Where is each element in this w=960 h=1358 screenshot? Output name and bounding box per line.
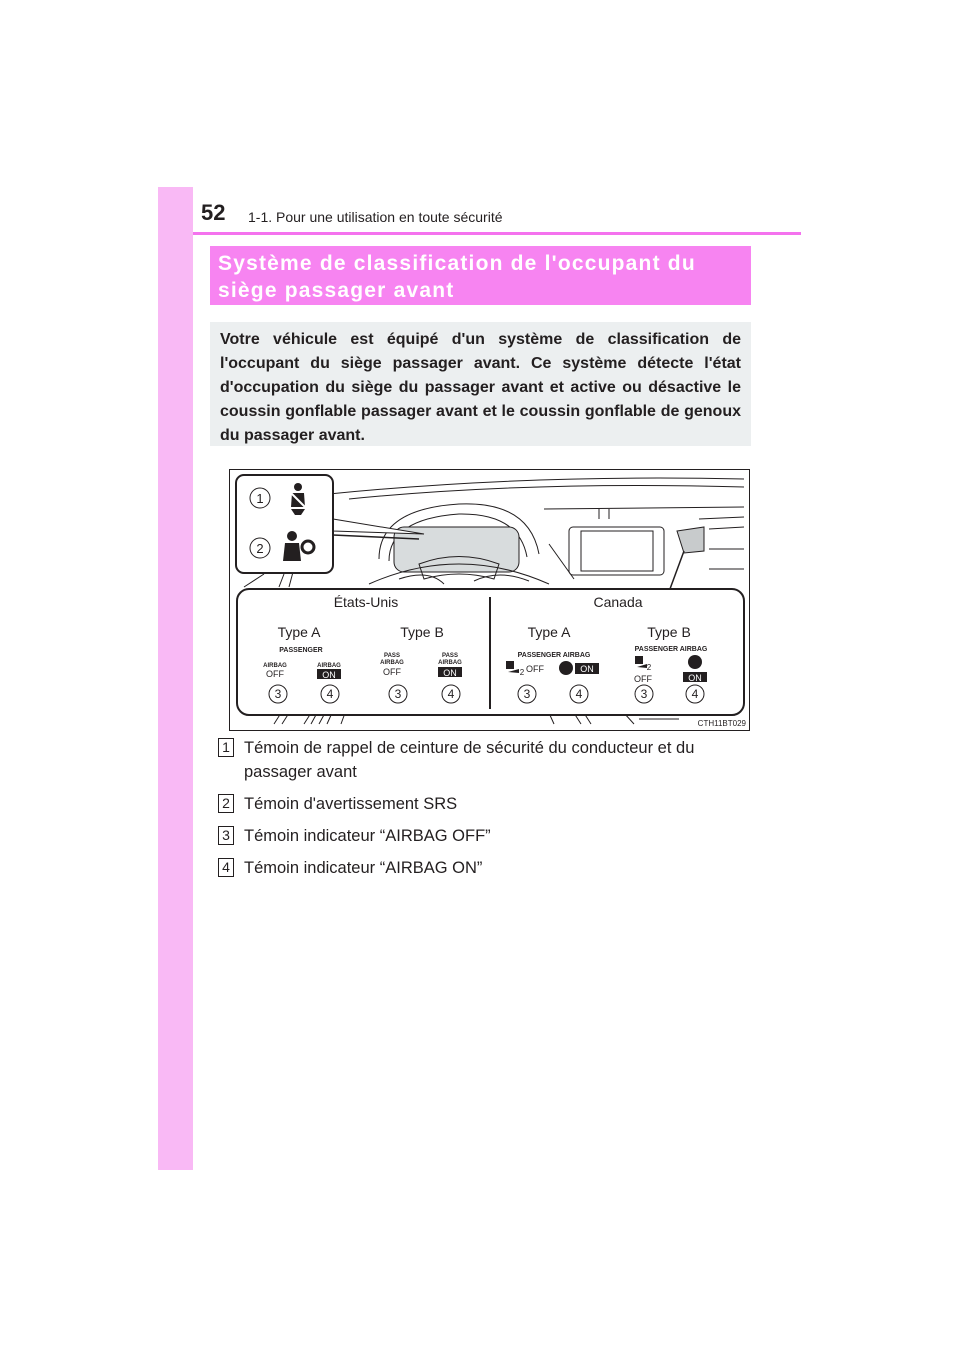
us-type-a-label: Type A (277, 624, 321, 640)
marker-3-ca-a-text: 3 (523, 687, 531, 701)
ca-a-airbag-on-symbol-icon (559, 661, 573, 675)
us-b-on-pass-text: PASS (442, 653, 458, 659)
us-b-on-text: ON (443, 668, 457, 678)
us-a-passenger-text: PASSENGER (279, 647, 323, 654)
ca-b-two-text: 2 (646, 663, 652, 672)
marker-3-us-a-text: 3 (274, 687, 282, 701)
us-a-on-text: ON (322, 670, 336, 680)
ca-b-airbag-on-symbol-icon (688, 655, 702, 669)
legend-list (218, 736, 758, 888)
figure-code: CTH11BT029 (697, 719, 746, 728)
dashboard-illustration (229, 469, 750, 731)
us-b-off-pass-text: PASS (384, 653, 400, 659)
legend-text-2: Témoin d'avertissement SRS (244, 795, 458, 813)
ca-a-on-text: ON (580, 664, 594, 674)
ca-b-on-text: ON (688, 673, 702, 683)
page-number: 52 (201, 200, 226, 225)
ca-b-off-text: OFF (634, 674, 652, 684)
ca-a-passenger-airbag-text: PASSENGER AIRBAG (517, 652, 591, 659)
marker-4-us-b-text: 4 (447, 687, 455, 701)
section-title: Système de classification de l'occupant du siège passager avant (210, 246, 751, 305)
callout-number-2 (250, 538, 270, 558)
legend-number-2: 2 (218, 794, 234, 813)
marker-3-ca-b-text: 3 (640, 687, 648, 701)
us-a-off-airbag-text: AIRBAG (263, 663, 287, 669)
canada-type-b-label: Type B (647, 624, 691, 640)
legend-text-3: Témoin indicateur “AIRBAG OFF” (244, 827, 491, 845)
region-label-canada: Canada (593, 594, 643, 610)
legend-item-1 (218, 736, 758, 784)
us-type-b-label: Type B (400, 624, 444, 640)
legend-text-1: Témoin de rappel de ceinture de sécurité du conducteur et du passager avant (244, 739, 695, 781)
us-a-off-text: OFF (266, 669, 284, 679)
legend-text-4: Témoin indicateur “AIRBAG ON” (244, 859, 483, 877)
svg-text:1: 1 (256, 491, 264, 506)
region-label-us: États-Unis (333, 594, 399, 610)
svg-text:2: 2 (256, 541, 264, 556)
intro-paragraph: Votre véhicule est équipé d'un système de classification de l'occupant du siège passager avant. Ce système détecte l'état d'occupation du siège du passager avant et active ou désactive le coussin gonflable passager avant et le coussin gonflable de genoux du passager avant. (210, 322, 751, 446)
legend-number-3: 3 (218, 826, 234, 845)
ca-a-two-text: 2 (519, 668, 525, 677)
legend-item-2 (218, 792, 758, 816)
us-a-on-airbag-text: AIRBAG (317, 663, 341, 669)
chapter-heading: 1-1. Pour une utilisation en toute sécurité (248, 209, 503, 225)
marker-3-us-b-text: 3 (394, 687, 402, 701)
callout-number-1 (250, 488, 270, 508)
canada-type-a-label: Type A (527, 624, 571, 640)
us-b-on-airbag-text: AIRBAG (438, 660, 462, 666)
ca-a-off-text: OFF (526, 664, 544, 674)
legend-number-1: 1 (218, 738, 234, 757)
us-b-off-text: OFF (383, 667, 401, 677)
side-tab-band (158, 187, 193, 1170)
legend-item-3 (218, 824, 758, 848)
marker-4-us-a-text: 4 (326, 687, 334, 701)
legend-item-4 (218, 856, 758, 880)
legend-number-4: 4 (218, 858, 234, 877)
marker-4-ca-b-text: 4 (691, 687, 699, 701)
us-b-off-airbag-text: AIRBAG (380, 660, 404, 666)
header-divider (193, 232, 801, 235)
ca-b-passenger-airbag-text: PASSENGER AIRBAG (634, 646, 708, 653)
marker-4-ca-a-text: 4 (575, 687, 583, 701)
